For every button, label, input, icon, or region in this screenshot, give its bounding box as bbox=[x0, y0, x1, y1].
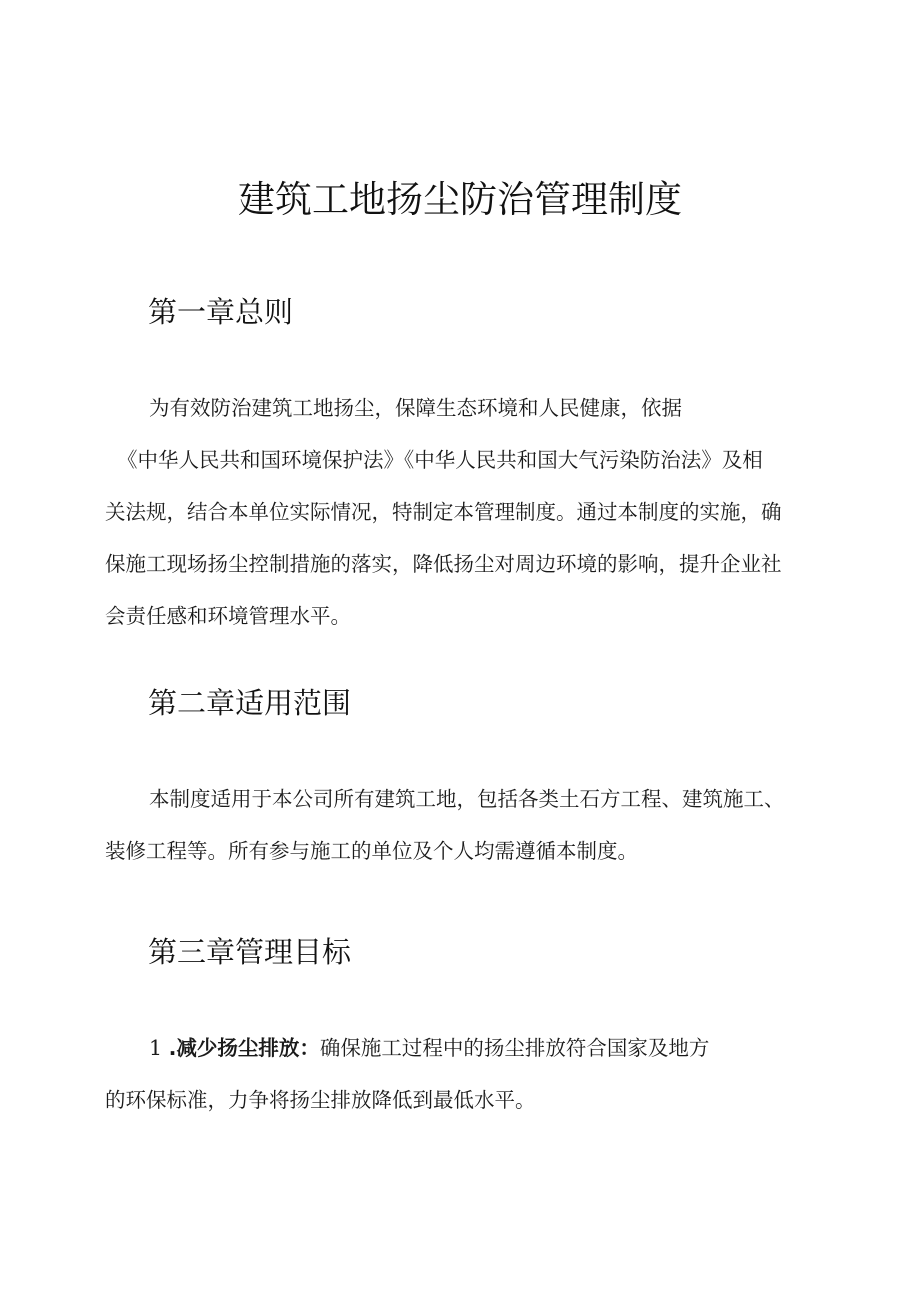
chapter-2-paragraph bbox=[105, 773, 785, 877]
paragraph-line: 关法规，结合本单位实际情况，特制定本管理制度。通过本制度的实施，确 bbox=[105, 500, 782, 524]
paragraph-line: 会责任感和环境管理水平。 bbox=[105, 604, 351, 628]
chapter-3-list bbox=[105, 1022, 709, 1126]
document-title: 建筑工地扬尘防治管理制度 bbox=[238, 178, 682, 221]
paragraph-line: 为有效防治建筑工地扬尘，保障生态环境和人民健康，依据 bbox=[149, 396, 682, 420]
list-item-text: 确保施工过程中的扬尘排放符合国家及地方 bbox=[319, 1036, 710, 1060]
list-item-label: .减少扬尘排放： bbox=[168, 1036, 320, 1060]
paragraph-line: 保施工现场扬尘控制措施的落实，降低扬尘对周边环境的影响，提升企业社 bbox=[105, 552, 782, 576]
paragraph-line: 装修工程等。所有参与施工的单位及个人均需遵循本制度。 bbox=[105, 839, 638, 863]
paragraph-line: 本制度适用于本公司所有建筑工地，包括各类土石方工程、建筑施工、 bbox=[149, 787, 785, 811]
chapter-heading-2: 第二章适用范围 bbox=[148, 686, 352, 720]
chapter-heading-3: 第三章管理目标 bbox=[148, 935, 352, 969]
list-item-continuation: 的环保标准，力争将扬尘排放降低到最低水平。 bbox=[105, 1088, 536, 1112]
paragraph-line: 《中华人民共和国环境保护法》《中华人民共和国大气污染防治法》及相 bbox=[117, 448, 763, 472]
chapter-1-paragraph bbox=[105, 382, 782, 642]
chapter-heading-1: 第一章总则 bbox=[148, 295, 294, 329]
list-item bbox=[105, 1022, 709, 1074]
list-item-number: 1 bbox=[149, 1036, 163, 1060]
